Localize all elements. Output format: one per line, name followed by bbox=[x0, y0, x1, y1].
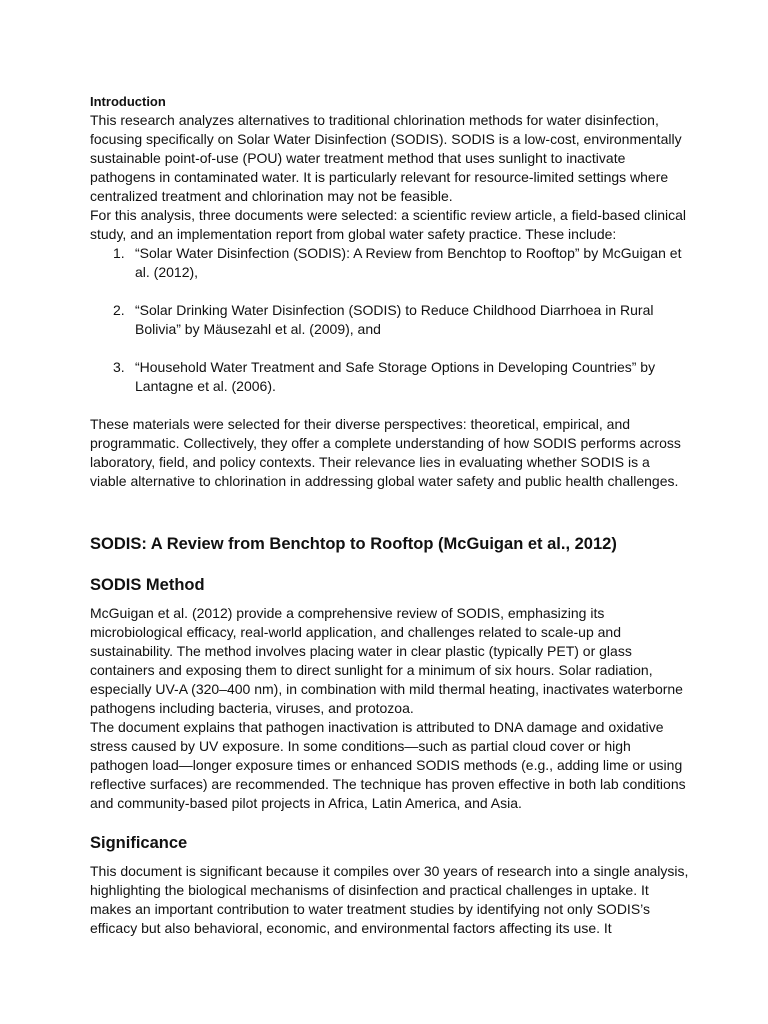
list-item bbox=[90, 358, 690, 396]
introduction-heading: Introduction bbox=[90, 94, 166, 109]
method-paragraph-2: The document explains that pathogen inactivation is attributed to DNA damage and oxidative stress caused by UV exposure. In some conditions—such as partial cloud cover or high pathogen load—longer exposure times or enhanced SODIS methods (e.g., adding lime or using reflective surfaces) are recommended. The technique has proven effective in both lab conditions and community-based pilot projects in Africa, Latin America, and Asia. bbox=[90, 719, 686, 811]
intro-paragraph-2: For this analysis, three documents were selected: a scientific review article, a field-based clinical study, and an implementation report from global water safety practice. These include: bbox=[90, 207, 687, 242]
method-heading: SODIS Method bbox=[90, 576, 205, 594]
list-item-text: “Solar Drinking Water Disinfection (SODIS) to Reduce Childhood Diarrhoea in Rural Bolivia” by Mäusezahl et al. (2009), and bbox=[135, 302, 654, 337]
list-item-number: 3. bbox=[113, 359, 125, 375]
intro-paragraph-1: This research analyzes alternatives to traditional chlorination methods for water disinfection, focusing specifically on Solar Water Disinfection (SODIS). SODIS is a low-cost, environmentally sustainable point-of-use (POU) water treatment method that uses sunlight to inactivate pathogens in contaminated water. It is particularly relevant for resource-limited settings where centralized treatment and chlorination may not be feasible. bbox=[90, 112, 682, 204]
list-item-number: 1. bbox=[113, 245, 125, 261]
list-item bbox=[90, 244, 690, 282]
document-page bbox=[90, 92, 690, 938]
significance-heading: Significance bbox=[90, 834, 188, 852]
list-item-number: 2. bbox=[113, 302, 125, 318]
method-paragraph-1: McGuigan et al. (2012) provide a comprehensive review of SODIS, emphasizing its microbiological efficacy, real-world application, and challenges related to scale-up and sustainability. The method involves placing water in clear plastic (typically PET) or glass containers and exposing them to direct sunlight for a minimum of six hours. Solar radiation, especially UV-A (320–400 nm), in combination with mild thermal heating, inactivates waterborne pathogens including bacteria, viruses, and protozoa. bbox=[90, 605, 683, 716]
list-item-text: “Solar Water Disinfection (SODIS): A Review from Benchtop to Rooftop” by McGuigan et al. (2012), bbox=[135, 245, 682, 280]
list-item bbox=[90, 301, 690, 339]
intro-paragraph-3: These materials were selected for their diverse perspectives: theoretical, empirical, and programmatic. Collectively, they offer a complete understanding of how SODIS performs across laboratory, field, and policy contexts. Their relevance lies in evaluating whether SODIS is a viable alternative to chlorination in addressing global water safety and public health challenges. bbox=[90, 416, 681, 489]
list-item-text: “Household Water Treatment and Safe Storage Options in Developing Countries” by Lantagne et al. (2006). bbox=[135, 359, 656, 394]
review-section-heading: SODIS: A Review from Benchtop to Rooftop (McGuigan et al., 2012) bbox=[90, 535, 617, 553]
significance-paragraph: This document is significant because it compiles over 30 years of research into a single analysis, highlighting the biological mechanisms of disinfection and practical challenges in uptake. It makes an important contribution to water treatment studies by identifying not only SODIS’s efficacy but also behavioral, economic, and environmental factors affecting its use. It bbox=[90, 863, 689, 936]
source-list bbox=[90, 244, 690, 396]
